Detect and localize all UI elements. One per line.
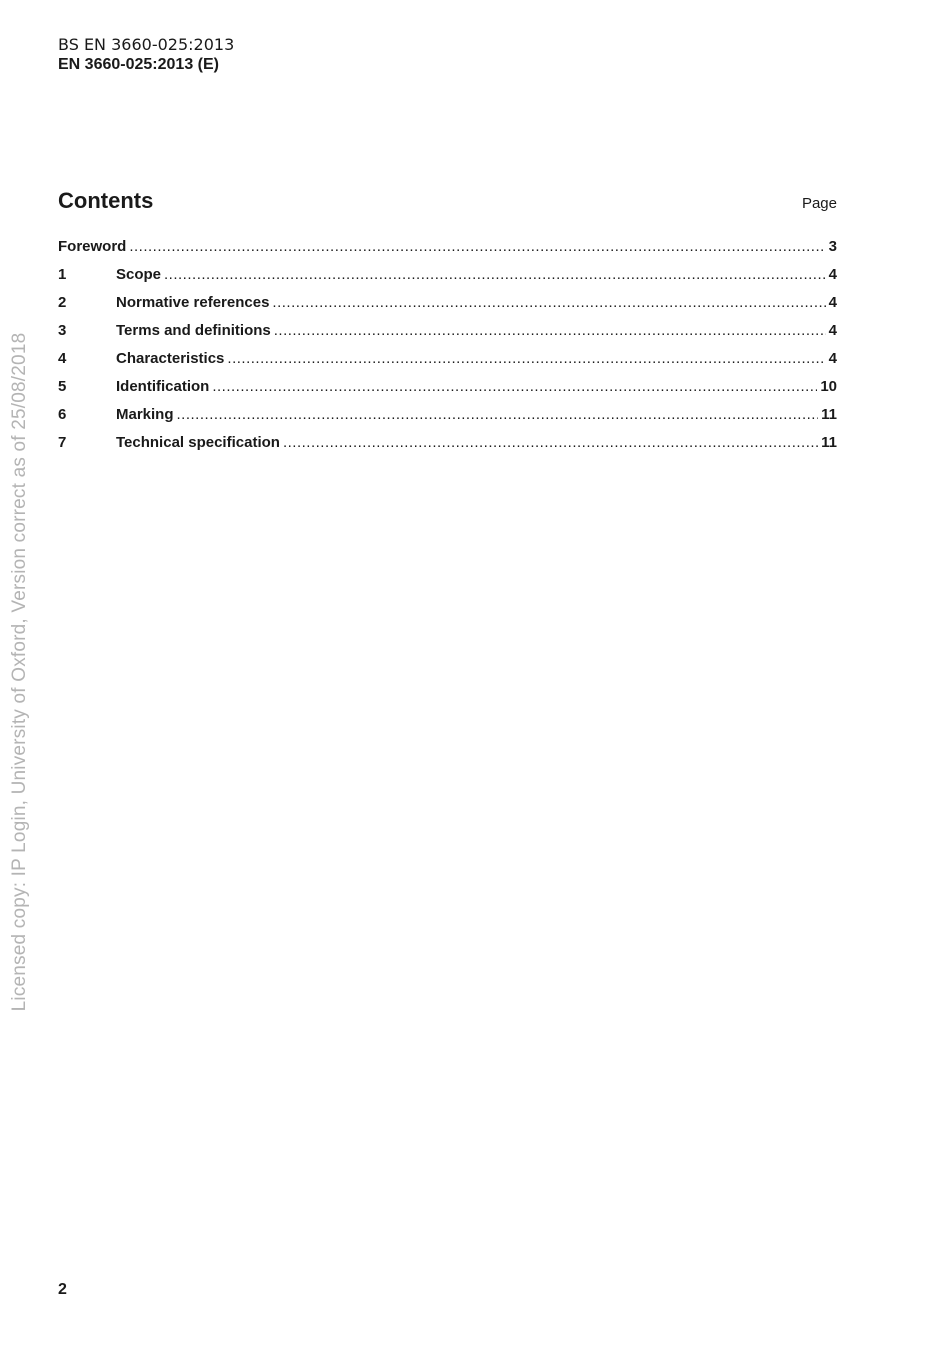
toc-entry-title: Scope	[116, 266, 162, 283]
contents-heading: Contents	[58, 188, 154, 213]
toc-entry-identification[interactable]	[58, 377, 837, 405]
toc-entry-page: 4	[828, 350, 837, 367]
toc-entry-scope[interactable]	[58, 265, 837, 293]
toc-entry-title: Identification	[116, 378, 210, 395]
toc-entry-page: 3	[828, 238, 837, 255]
dot-leader	[212, 377, 817, 397]
dot-leader	[129, 237, 825, 257]
toc-entry-number: 1	[58, 266, 67, 283]
toc-entry-number: 5	[58, 378, 67, 395]
toc-entry-number: 6	[58, 406, 67, 423]
toc-entry-title: Characteristics	[116, 350, 225, 367]
toc-entry-normative-references[interactable]	[58, 293, 837, 321]
table-of-contents	[58, 237, 837, 461]
toc-entry-number: 7	[58, 434, 67, 451]
dot-leader	[164, 265, 826, 285]
dot-leader	[227, 349, 825, 369]
toc-entry-page: 4	[828, 294, 837, 311]
toc-entry-title: Marking	[116, 406, 174, 423]
toc-entry-title: Normative references	[116, 294, 270, 311]
page-column-label: Page	[801, 195, 837, 212]
dot-leader	[272, 293, 825, 313]
toc-entry-foreword[interactable]	[58, 237, 837, 265]
toc-entry-marking[interactable]	[58, 405, 837, 433]
toc-entry-technical-specification[interactable]	[58, 433, 837, 461]
dot-leader	[283, 433, 818, 453]
toc-entry-page: 11	[821, 406, 837, 423]
toc-entry-number: 4	[58, 350, 67, 367]
standard-number-bs: BS EN 3660-025:2013	[58, 35, 235, 54]
toc-entry-title: Foreword	[58, 238, 127, 255]
toc-entry-number: 2	[58, 294, 67, 311]
dot-leader	[274, 321, 826, 341]
toc-entry-page: 11	[821, 434, 837, 451]
toc-entry-characteristics[interactable]	[58, 349, 837, 377]
toc-entry-page: 4	[828, 322, 837, 339]
toc-entry-page: 10	[820, 378, 837, 395]
page-number: 2	[58, 1281, 67, 1298]
license-watermark-text: Licensed copy: IP Login, University of Oxford, Version correct as of 25/08/2018	[9, 332, 30, 1012]
toc-entry-page: 4	[828, 266, 837, 283]
toc-entry-terms-and-definitions[interactable]	[58, 321, 837, 349]
toc-entry-number: 3	[58, 322, 67, 339]
dot-leader	[177, 405, 819, 425]
toc-entry-title: Technical specification	[116, 434, 280, 451]
standard-number-en: EN 3660-025:2013 (E)	[58, 56, 219, 73]
toc-entry-title: Terms and definitions	[116, 322, 271, 339]
